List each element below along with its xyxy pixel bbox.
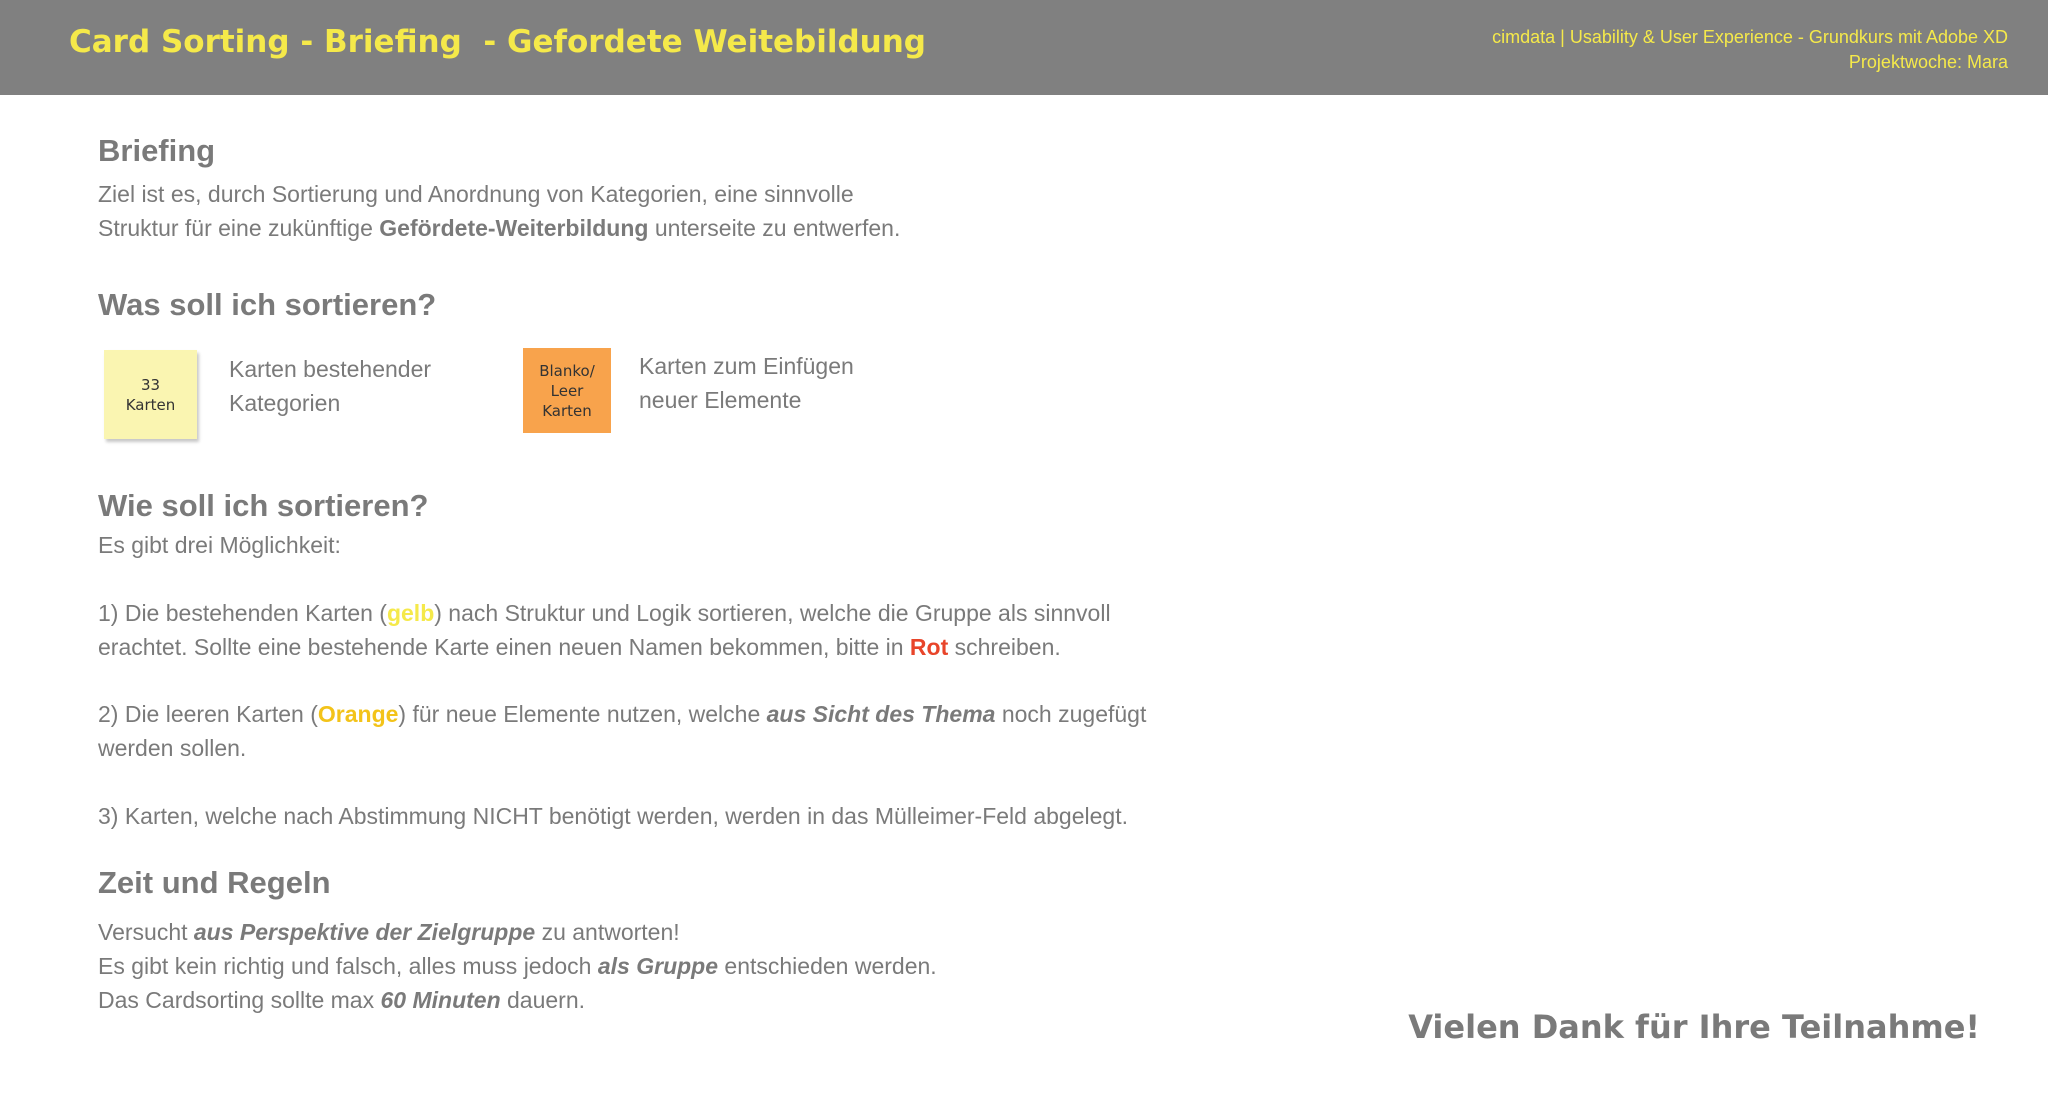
how-item-3: 3) Karten, welche nach Abstimmung NICHT benötigt werden, werden in das Mülleimer-Feld abgelegt. bbox=[98, 803, 1128, 829]
how-item-2: 2) Die leeren Karten (Orange) für neue Elemente nutzen, welche aus Sicht des Thema noch zugefügt werden sollen. bbox=[98, 701, 1147, 761]
existing-cards-description: Karten bestehender Kategorien bbox=[229, 356, 432, 416]
existing-cards-sticky-note: 33 Karten bbox=[104, 350, 197, 439]
slide-title: Card Sorting - Briefing - Gefordete Weitebildung bbox=[69, 24, 926, 60]
header-bar bbox=[0, 0, 2048, 95]
briefing-line-2: Struktur für eine zukünftige Gefördete-Weiterbildung unterseite zu entwerfen. bbox=[98, 215, 901, 241]
yellow-keyword: gelb bbox=[386, 600, 435, 626]
rules-text: Versucht aus Perspektive der Zielgruppe zu antworten! Es gibt kein richtig und falsch, alles muss jedoch als Gruppe entschieden werden. Das Cardsorting sollte max 60 Minuten dauern. bbox=[98, 919, 937, 1013]
what-heading: Was soll ich sortieren? bbox=[98, 287, 437, 322]
header-info bbox=[1492, 25, 2008, 75]
blank-cards-description: Karten zum Einfügen neuer Elemente bbox=[639, 353, 854, 413]
briefing-text bbox=[98, 177, 900, 245]
course-label: cimdata | Usability & User Experience - Grundkurs mit Adobe XD bbox=[1492, 27, 2008, 47]
briefing-highlight: Gefördete-Weiterbildung bbox=[379, 215, 649, 241]
blank-cards-sticky-note: Blanko/ Leer Karten bbox=[523, 348, 611, 433]
briefing-heading: Briefing bbox=[98, 133, 216, 168]
thank-you-message: Vielen Dank für Ihre Teilnahme! bbox=[1408, 1008, 1980, 1046]
red-keyword: Rot bbox=[909, 634, 949, 660]
how-intro: Es gibt drei Möglichkeit: bbox=[98, 532, 341, 558]
project-week-label: Projektwoche: Mara bbox=[1848, 52, 2008, 72]
briefing-line-1: Ziel ist es, durch Sortierung und Anordnung von Kategorien, eine sinnvolle bbox=[98, 181, 854, 207]
orange-keyword: Orange bbox=[317, 701, 399, 727]
rules-heading: Zeit und Regeln bbox=[98, 865, 331, 900]
how-item-1: 1) Die bestehenden Karten (gelb) nach Struktur und Logik sortieren, welche die Gruppe als sinnvoll erachtet. Sollte eine bestehende Karte einen neuen Namen bekommen, bitte in Rot schreiben. bbox=[98, 600, 1111, 660]
how-heading: Wie soll ich sortieren? bbox=[98, 488, 429, 523]
